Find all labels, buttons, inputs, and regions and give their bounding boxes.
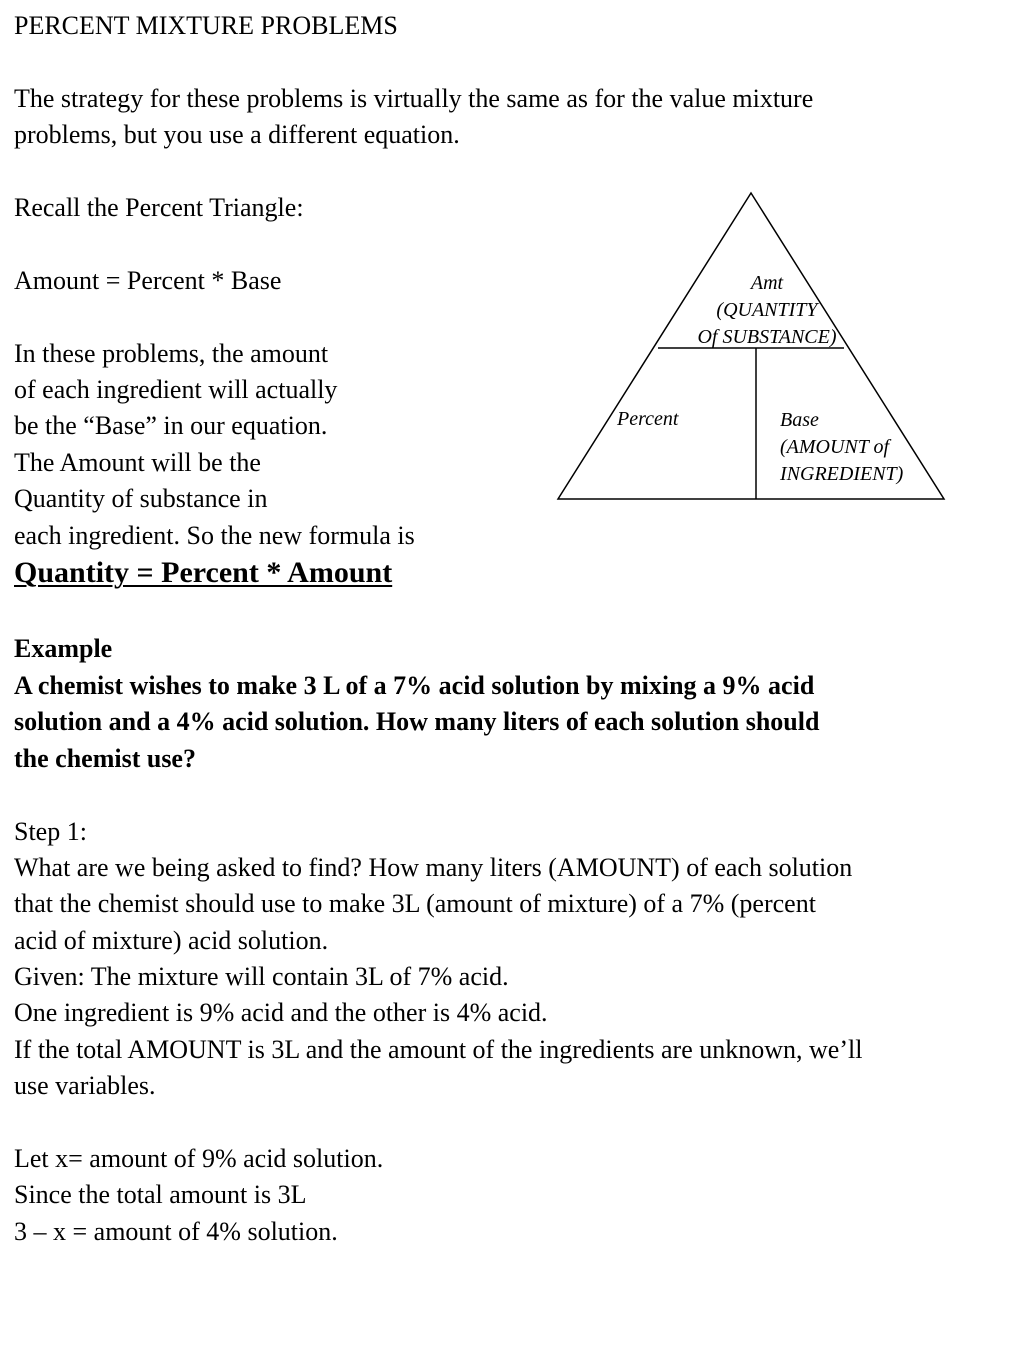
triangle-right-label: INGREDIENT) xyxy=(780,463,904,485)
step1-line: use variables. xyxy=(14,1071,156,1100)
explanation-line: In these problems, the amount xyxy=(14,339,329,368)
triangle-top-label: (QUANTITY xyxy=(716,299,818,321)
step1-line: Given: The mixture will contain 3L of 7% acid. xyxy=(14,962,509,991)
step1-heading: Step 1: xyxy=(14,817,87,846)
step1-line: If the total AMOUNT is 3L and the amount of the ingredients are unknown, we’ll xyxy=(14,1035,863,1064)
triangle-right-label: Base xyxy=(780,409,819,431)
percent-triangle-diagram xyxy=(550,185,960,515)
explanation-line: Quantity of substance in xyxy=(14,484,268,513)
step1-line: What are we being asked to find? How many liters (AMOUNT) of each solution xyxy=(14,853,853,882)
recall-text: Recall the Percent Triangle: xyxy=(14,193,304,222)
percent-equation: Amount = Percent * Base xyxy=(14,266,282,295)
intro-line: The strategy for these problems is virtually the same as for the value mixture xyxy=(14,84,814,113)
explanation-line: each ingredient. So the new formula is xyxy=(14,521,415,550)
triangle-top-label: Of SUBSTANCE) xyxy=(697,326,837,348)
step1-line: that the chemist should use to make 3L (amount of mixture) of a 7% (percent xyxy=(14,889,816,918)
quantity-formula: Quantity = Percent * Amount xyxy=(14,556,393,589)
intro-line: problems, but you use a different equation. xyxy=(14,120,460,149)
variable-line: 3 – x = amount of 4% solution. xyxy=(14,1217,338,1246)
explanation-line: The Amount will be the xyxy=(14,448,261,477)
example-heading: Example xyxy=(14,634,113,663)
variable-line: Let x= amount of 9% acid solution. xyxy=(14,1144,384,1173)
explanation-line: be the “Base” in our equation. xyxy=(14,411,328,440)
step1-line: acid of mixture) acid solution. xyxy=(14,926,329,955)
step1-line: One ingredient is 9% acid and the other is 4% acid. xyxy=(14,998,548,1027)
explanation-line: of each ingredient will actually xyxy=(14,375,338,404)
example-problem-line: A chemist wishes to make 3 L of a 7% acid solution by mixing a 9% acid xyxy=(14,671,815,700)
example-problem-line: the chemist use? xyxy=(14,744,196,773)
triangle-left-label: Percent xyxy=(617,408,679,430)
variable-line: Since the total amount is 3L xyxy=(14,1180,307,1209)
triangle-top-label: Amt xyxy=(750,272,784,294)
triangle-right-label: (AMOUNT of xyxy=(780,436,890,458)
page-title: PERCENT MIXTURE PROBLEMS xyxy=(14,11,398,40)
example-problem-line: solution and a 4% acid solution. How many liters of each solution should xyxy=(14,707,820,736)
